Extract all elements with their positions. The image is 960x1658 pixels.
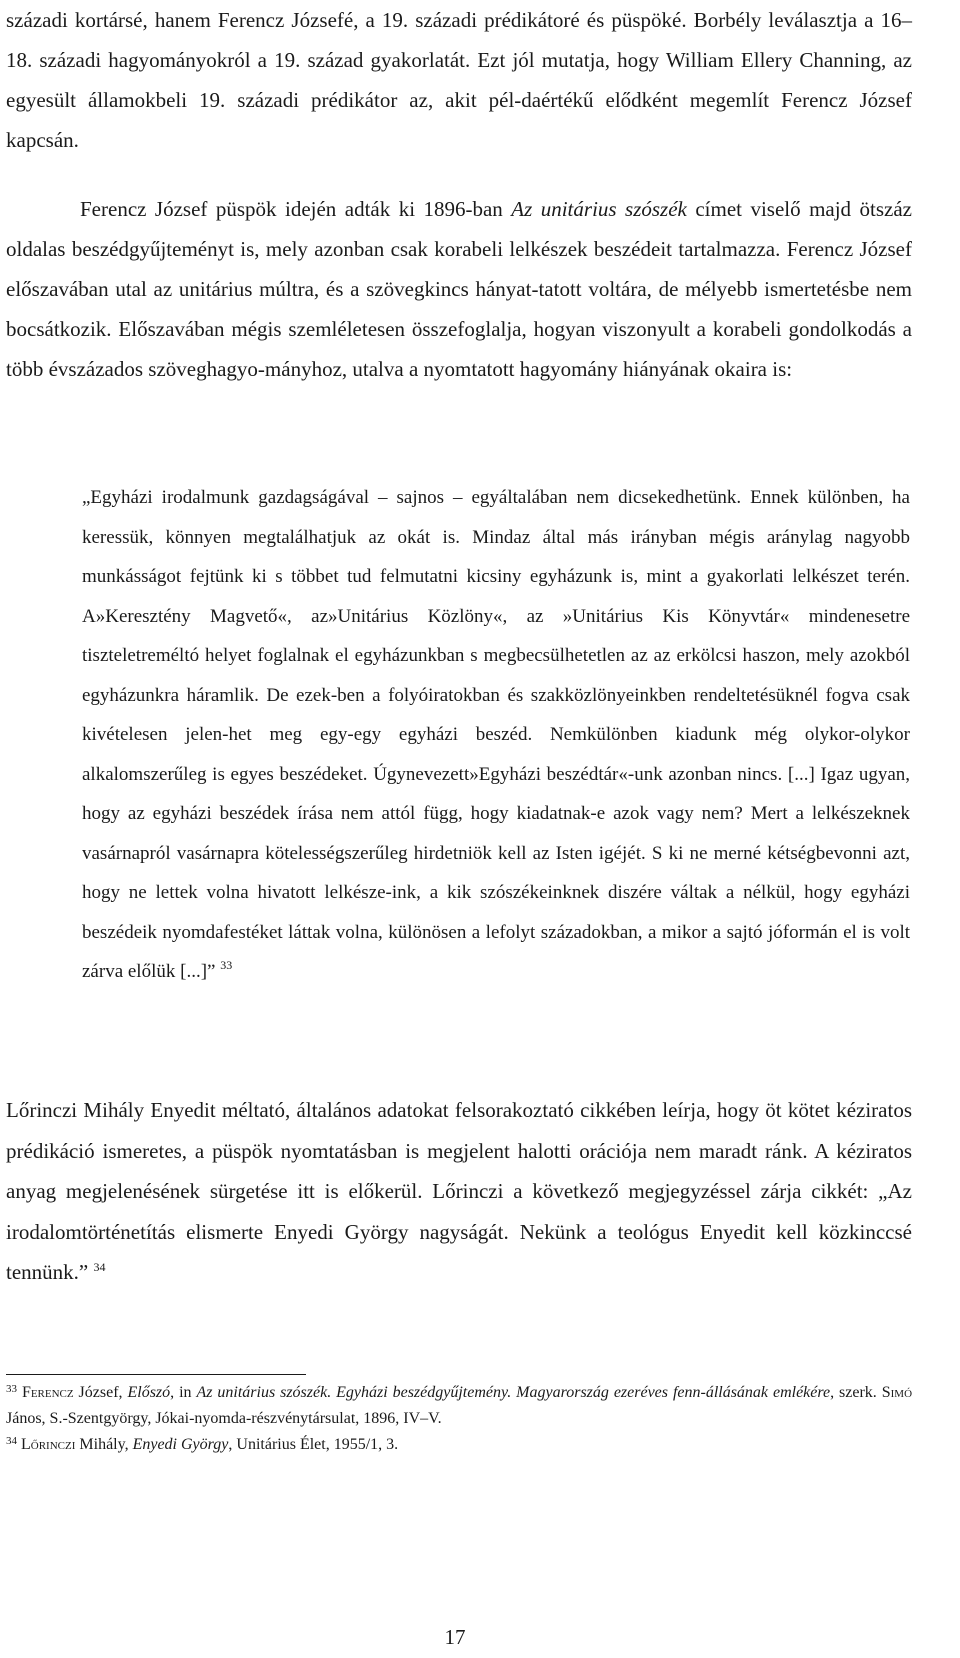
- paragraph-lorinczi-text: Lőrinczi Mihály Enyedit méltató, általános adatokat felsorakoztató cikkében leírja, hogy öt kötet kéziratos prédikáció ismeretes, a püspök nyomtatásban is megjelent halotti orációja nem maradt ránk. A kéziratos anyag megjelenésének sürgetése itt is előkerül. Lőrinczi a következő megjegyzéssel zárja cikkét: „Az irodalomtörténetítás elismerte Enyedi György nagyságát. Nekünk a teológus Enyedit kell közkinccsé tennünk.”: [6, 1098, 912, 1284]
- page-number: 17: [444, 1625, 466, 1649]
- footnote-ref-34[interactable]: 34: [93, 1260, 106, 1274]
- footnote-text: , Unitárius Élet, 1955/1, 3.: [228, 1436, 399, 1453]
- footnote-title: Enyedi György: [132, 1436, 229, 1453]
- paragraph-lorinczi: [6, 1090, 912, 1293]
- footnote-number: 33: [6, 1383, 17, 1395]
- block-quote-text: „Egyházi irodalmunk gazdagságával – sajnos – egyáltalában nem dicsekedhetünk. Ennek különben, ha keressük, könnyen megtalálhatjuk az okát is. Mindaz által más irányban mégis aránylag nagyobb munkásságot fejtünk ki s többet tud felmutatni kicsiny egyházunk is, mint a gyakorlati lelkészet terén. A»Keresztény Magvető«, az»Unitárius Közlöny«, az »Unitárius Kis Könyvtár« mindenesetre tiszteletreméltó helyet foglalnak el egyházunkban s megbecsülhetetlen az az erkölcsi haszon, mely azokból egyházunkra háramlik. De ezek-ben a folyóiratokban és szakközlönyeinkben rendeltetésüknél fogva csak kivételesen jelen-het meg egy-egy egyházi beszéd. Nemkülönben kiadunk még olykor-olykor alkalomszerűleg is egyes beszédeket. Úgynevezett»Egyházi beszédtár«-unk azonban nincs. [...] Igaz ugyan, hogy az egyházi beszédek írása nem attól függ, hogy kiadatnak-e azok vagy nem? Mert a lelkészeknek vasárnapról vasárnapra kötelességszerűleg hirdetniök kell az Isten igéjét. S ki ne merné kétségbevonni azt, hogy ne lettek volna hivatott lelkésze-ink, a kik szószékeinknek diszére váltak a nélkül, hogy egyházi beszédeik nyomdafestéket láttak volna, különösen a lefolyt századokban, a mikor a sajtó jóformán el is volt zárva előlük [...]”: [82, 487, 910, 982]
- footnote-text: József,: [73, 1384, 128, 1401]
- footnote-text: , in: [170, 1384, 197, 1401]
- paragraph-szoszek-text-a: Ferencz József püspök idején adták ki 1896-ban: [80, 197, 512, 221]
- footnote-text: , szerk.: [830, 1384, 882, 1401]
- footnote-text: Mihály,: [75, 1436, 133, 1453]
- book-title-italic: Az unitárius szószék: [511, 197, 687, 221]
- footnote-editor: Simó: [881, 1384, 913, 1401]
- paragraph-szoszek-text-b: címet viselő majd ötszáz oldalas beszédgyűjteményt is, mely azonban csak korabeli lelkészek beszédeit tartalmazza. Ferencz József előszavában utal az unitárius múltra, és a szövegkincs hányat-tatott voltára, de mélyebb ismertetésbe nem bocsátkozik. Előszavában mégis szemléletesen összefoglalja, hogyan viszonyult a korabeli gondolkodás a több évszázados szöveghagyo-mányhoz, utalva a nyomtatott hagyomány hiányának okaira is:: [6, 197, 912, 381]
- paragraph-szoszek: [6, 189, 912, 389]
- footnote-title: Előszó: [127, 1384, 171, 1401]
- footnotes: [6, 1380, 912, 1458]
- footnote-number: 34: [6, 1435, 17, 1447]
- footnote-separator: [6, 1374, 306, 1375]
- footnote-author: Lőrinczi: [21, 1436, 76, 1453]
- footnote-34: [6, 1432, 912, 1458]
- footnote-33: [6, 1380, 912, 1432]
- paragraph-intro-text: századi kortársé, hanem Ferencz Józsefé, a 19. századi prédikátoré és püspöké. Borbély leválasztja a 16–18. századi hagyományokról a 19. század gyakorlatát. Ezt jól mutatja, hogy William Ellery Channing, az egyesült államokbeli 19. századi prédikátor az, akit pél-daértékű elődként megemlít Ferencz József kapcsán.: [6, 8, 912, 152]
- footnote-text: János, S.-Szentgyörgy, Jókai-nyomda-részvénytársulat, 1896, IV–V.: [6, 1410, 442, 1427]
- footnote-author: Ferencz: [21, 1384, 74, 1401]
- block-quote: [82, 478, 910, 992]
- footnote-ref-33[interactable]: 33: [220, 958, 233, 972]
- paragraph-intro: [6, 0, 912, 160]
- footnote-book-title: Az unitárius szószék. Egyházi beszédgyűjtemény. Magyarország ezeréves fenn-állásának emlékére: [196, 1384, 831, 1401]
